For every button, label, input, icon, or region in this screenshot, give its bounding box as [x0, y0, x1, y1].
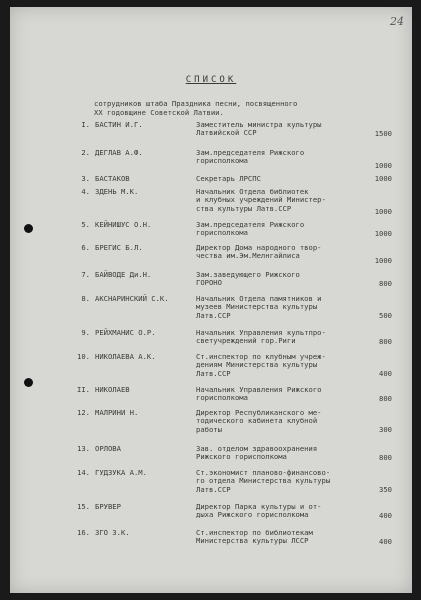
- punch-hole: [24, 224, 33, 233]
- bonus-amount: 1500: [374, 129, 392, 138]
- row-number: 9.: [81, 328, 90, 337]
- person-name: РЕЙХМАНИС О.Р.: [95, 328, 156, 337]
- person-name: АКСНАРИНСКИЙ С.К.: [95, 294, 169, 303]
- person-name: МАЛРИНИ Н.: [95, 408, 139, 417]
- job-title: Начальник Управления культпро- светучреждений гор.Риги: [196, 328, 326, 346]
- bonus-amount: 800: [379, 453, 392, 462]
- row-number: 16.: [77, 528, 90, 537]
- bonus-amount: 300: [379, 425, 392, 434]
- job-title: Директор Республиканского ме- тодического кабинета клубной работы: [196, 408, 322, 434]
- person-name: КЕЙНИШУС О.Н.: [95, 220, 152, 229]
- row-number: 12.: [77, 408, 90, 417]
- row-number: 14.: [77, 468, 90, 477]
- job-title: Зам.председателя Рижского горисполкома: [196, 220, 305, 238]
- job-title: Директор Парка культуры и от- дыха Рижского горисполкома: [196, 502, 322, 520]
- bonus-amount: 1000: [374, 229, 392, 238]
- person-name: ДЕГЛАВ А.Ф.: [95, 148, 143, 157]
- row-number: I.: [81, 120, 90, 129]
- job-title: Зам.председателя Рижского горисполкома: [196, 148, 305, 166]
- bonus-amount: 400: [379, 537, 392, 546]
- row-number: 10.: [77, 352, 90, 361]
- job-title: Начальник Отдела библиотек и клубных учреждений Министер- ства культуры Латв.ССР: [196, 187, 326, 213]
- bonus-amount: 800: [379, 279, 392, 288]
- bonus-amount: 1000: [374, 174, 392, 183]
- bonus-amount: 1000: [374, 161, 392, 170]
- bonus-amount: 800: [379, 394, 392, 403]
- job-title: Начальник Управления Рижского горисполкома: [196, 385, 322, 403]
- person-name: БАСТИН И.Г.: [95, 120, 143, 129]
- row-number: 2.: [81, 148, 90, 157]
- folio-number: 24: [390, 15, 404, 28]
- job-title: Ст.инспектор по клубным учреж- дениям Министерства культуры Латв.ССР: [196, 352, 326, 378]
- job-title: Секретарь ЛРСПС: [196, 174, 261, 183]
- bonus-amount: 1000: [374, 207, 392, 216]
- bonus-amount: 400: [379, 369, 392, 378]
- row-number: 7.: [81, 270, 90, 279]
- person-name: ОРЛОВА: [95, 444, 121, 453]
- row-number: 4.: [81, 187, 90, 196]
- person-name: БРЕГИС Б.Л.: [95, 243, 143, 252]
- row-number: 5.: [81, 220, 90, 229]
- job-title: Ст.экономист планово-финансово- го отдела Министерства культуры Латв.ССР: [196, 468, 331, 494]
- row-number: 6.: [81, 243, 90, 252]
- person-name: ЗДЕНЬ М.К.: [95, 187, 139, 196]
- punch-hole: [24, 378, 33, 387]
- person-name: ЗГО З.К.: [95, 528, 130, 537]
- job-title: Зам.заведующего Рижского ГОРОНО: [196, 270, 300, 288]
- job-title: Заместитель министра культуры Латвийской ССР: [196, 120, 322, 138]
- person-name: НИКОЛАЕВА А.К.: [95, 352, 156, 361]
- row-number: 15.: [77, 502, 90, 511]
- bonus-amount: 400: [379, 511, 392, 520]
- document-title: СПИСОК: [185, 75, 237, 85]
- person-name: БАСТАКОВ: [95, 174, 130, 183]
- job-title: Зав. отделом здравоохранения Рижского горисполкома: [196, 444, 318, 462]
- document-subtitle: сотрудников штаба Праздника песни, посвященного XX годовщине Советской Латвии.: [94, 99, 298, 117]
- bonus-amount: 350: [379, 485, 392, 494]
- job-title: Начальник Отдела памятников и музеев Министерства культуры Латв.ССР: [196, 294, 322, 320]
- row-number: II.: [77, 385, 90, 394]
- person-name: БАЙВОДЕ Ди.Н.: [95, 270, 152, 279]
- person-name: БРУВЕР: [95, 502, 121, 511]
- row-number: 8.: [81, 294, 90, 303]
- person-name: ГУДЗУКА А.М.: [95, 468, 147, 477]
- job-title: Ст.инспектор по библиотекам Министерства культуры ЛССР: [196, 528, 313, 546]
- bonus-amount: 1000: [374, 256, 392, 265]
- row-number: 13.: [77, 444, 90, 453]
- document-page: [10, 7, 412, 593]
- bonus-amount: 800: [379, 337, 392, 346]
- row-number: 3.: [81, 174, 90, 183]
- person-name: НИКОЛАЕВ: [95, 385, 130, 394]
- bonus-amount: 500: [379, 311, 392, 320]
- job-title: Директор Дома народного твор- чества им.Эм.Мелнгайлиса: [196, 243, 322, 261]
